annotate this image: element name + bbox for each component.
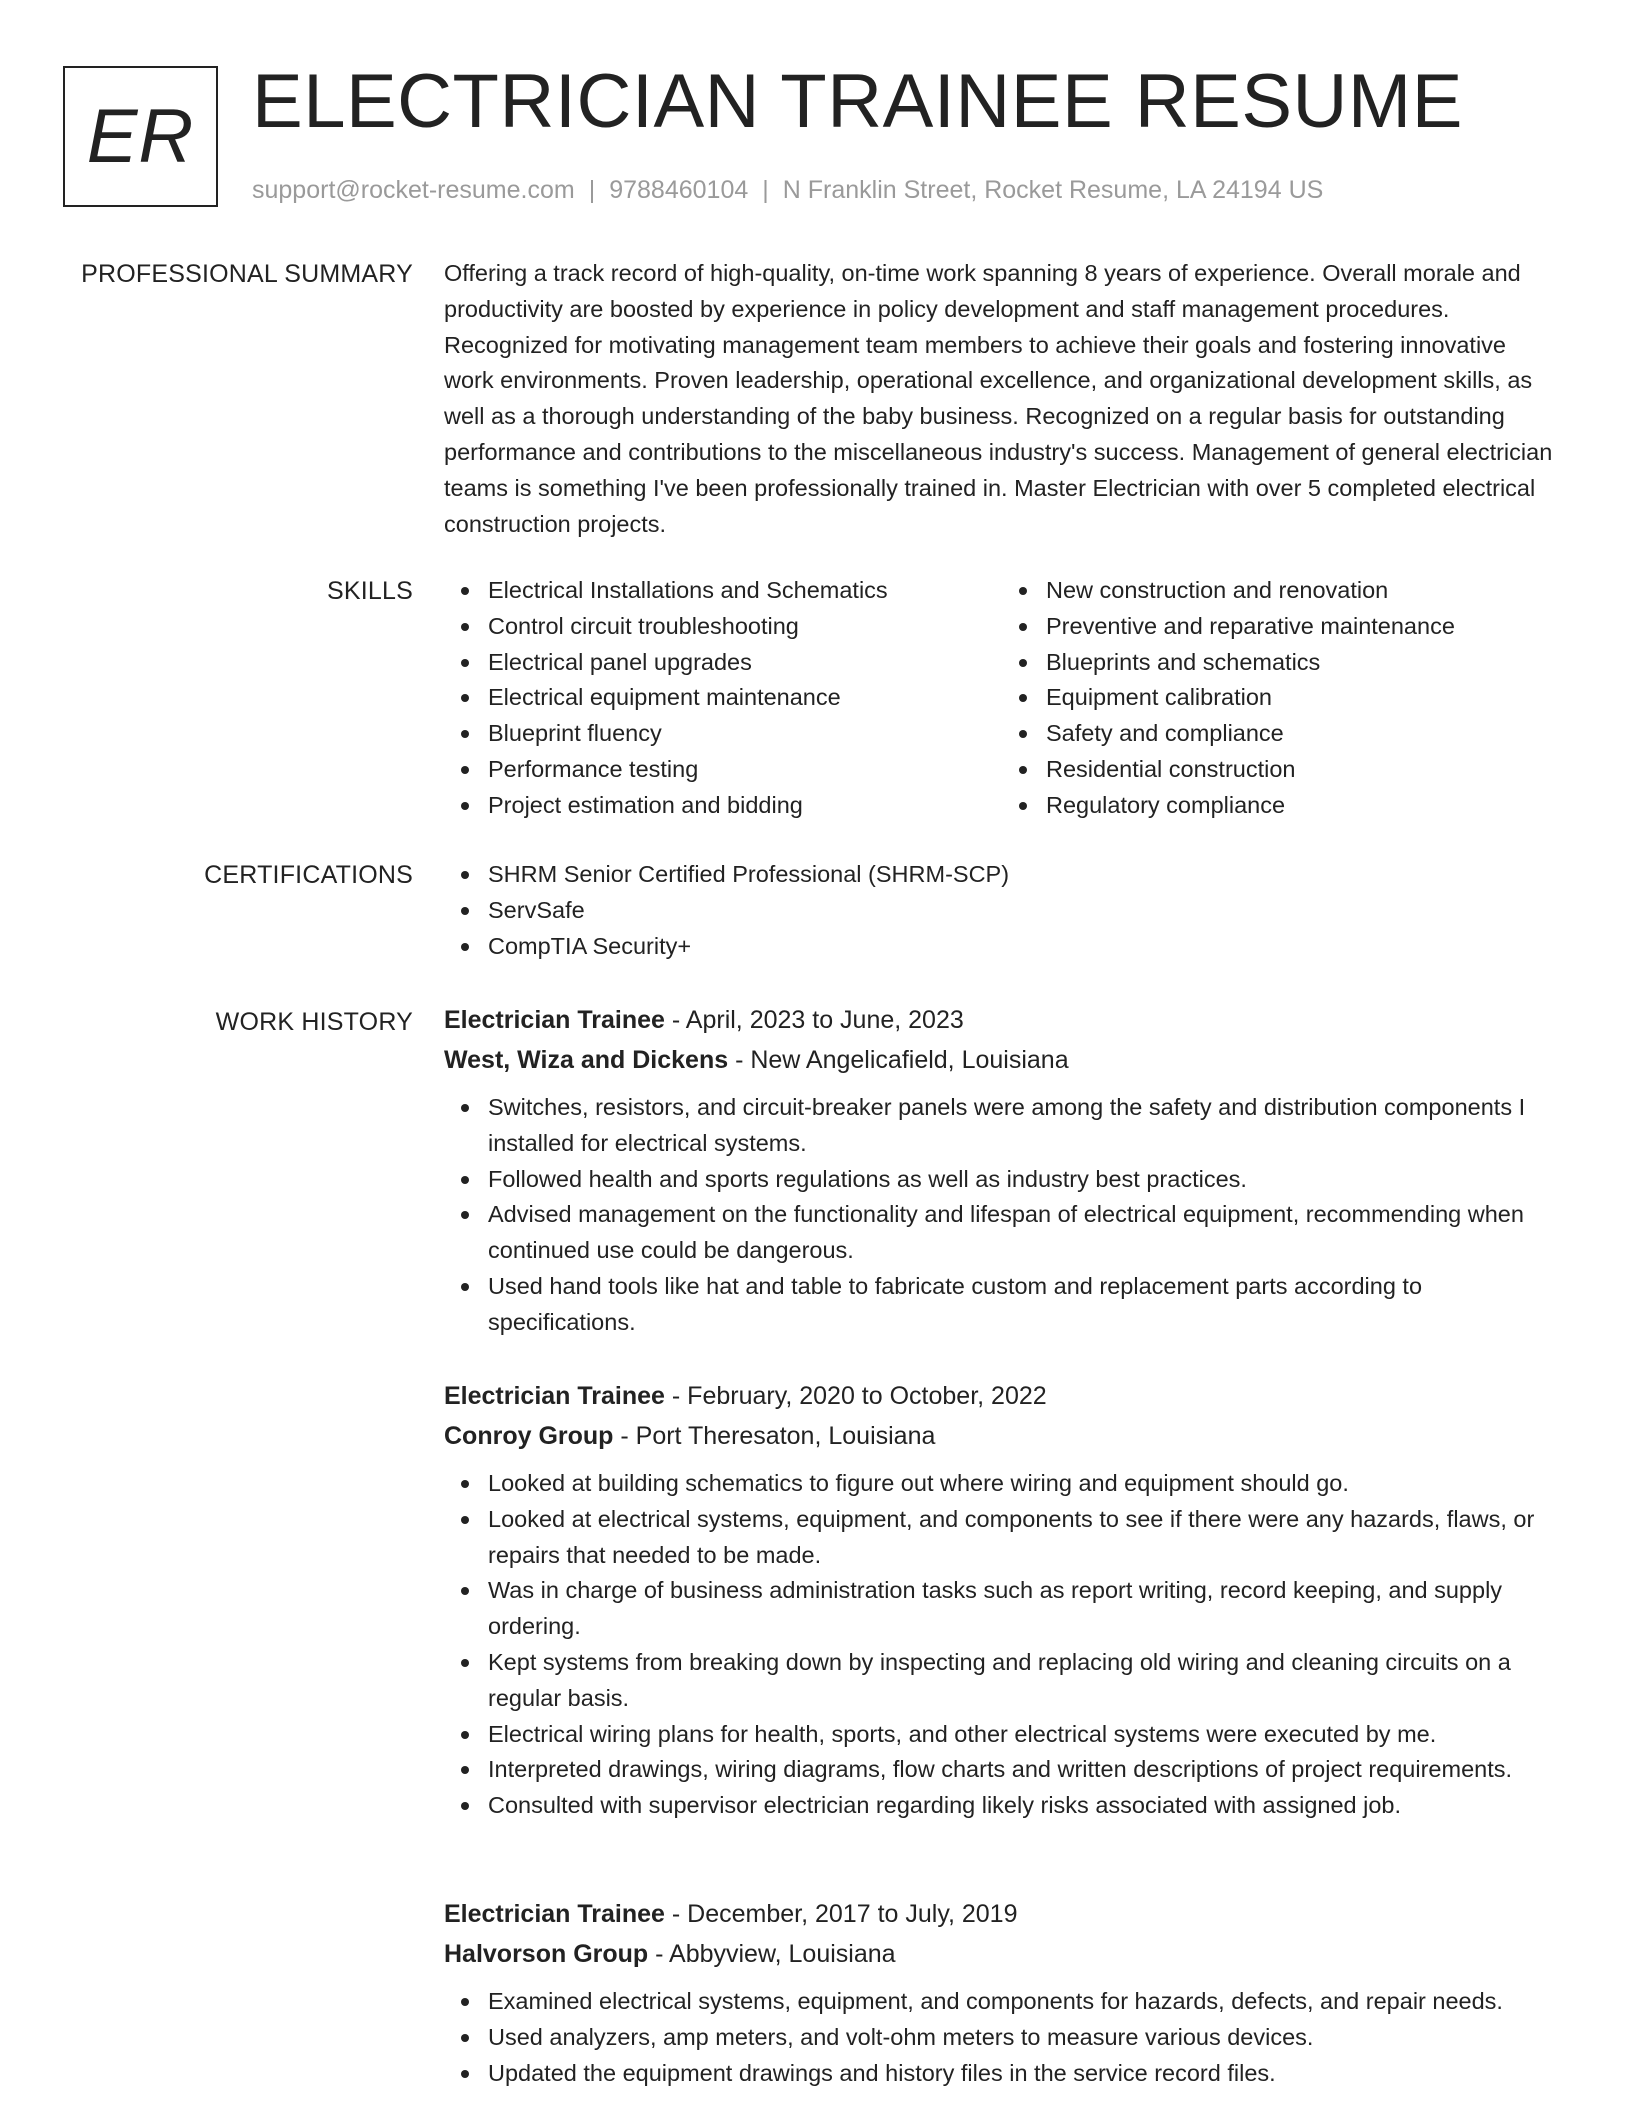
job-company: Conroy Group bbox=[444, 1422, 614, 1450]
job-title-line bbox=[444, 1376, 1560, 1416]
skills-heading: SKILLS bbox=[327, 577, 413, 605]
certification-item: CompTIA Security+ bbox=[488, 929, 1560, 965]
job-bullet: Electrical wiring plans for health, sports, and other electrical systems were executed by me. bbox=[488, 1717, 1560, 1753]
summary-heading: PROFESSIONAL SUMMARY bbox=[81, 260, 413, 288]
skill-item: Performance testing bbox=[488, 752, 1002, 788]
job-bullets bbox=[444, 1984, 1560, 2091]
job-company: West, Wiza and Dickens bbox=[444, 1046, 729, 1074]
work-history-heading: WORK HISTORY bbox=[215, 1008, 413, 1036]
job-company-line bbox=[444, 1040, 1560, 1080]
job-bullet: Used hand tools like hat and table to fabricate custom and replacement parts according to specifications. bbox=[488, 1269, 1560, 1341]
job-entry bbox=[444, 1894, 1560, 2091]
job-title-line bbox=[444, 1000, 1560, 1040]
job-bullet: Advised management on the functionality and lifespan of electrical equipment, recommending when continued use could be dangerous. bbox=[488, 1197, 1560, 1269]
job-title: Electrician Trainee bbox=[444, 1900, 665, 1928]
job-dates: - February, 2020 to October, 2022 bbox=[664, 1382, 1047, 1410]
job-location: - New Angelicafield, Louisiana bbox=[728, 1046, 1069, 1074]
job-company-line bbox=[444, 1934, 1560, 1974]
contact-address: N Franklin Street, Rocket Resume, LA 24194 US bbox=[782, 176, 1324, 204]
job-bullet: Interpreted drawings, wiring diagrams, flow charts and written descriptions of project requirements. bbox=[488, 1752, 1560, 1788]
job-dates: - December, 2017 to July, 2019 bbox=[664, 1900, 1018, 1928]
contact-email: support@rocket-resume.com bbox=[252, 176, 575, 204]
work-history-body bbox=[444, 1000, 1560, 2086]
job-bullet: Looked at electrical systems, equipment, and components to see if there were any hazards, flaws, or repairs that needed to be made. bbox=[488, 1502, 1560, 1574]
skill-item: Blueprint fluency bbox=[488, 716, 1002, 752]
skill-item: Electrical Installations and Schematics bbox=[488, 573, 1002, 609]
summary-body bbox=[444, 256, 1560, 542]
job-title: Electrician Trainee bbox=[444, 1382, 665, 1410]
skills-list-left bbox=[444, 573, 1002, 824]
job-bullet: Switches, resistors, and circuit-breaker panels were among the safety and distribution components I installed for electrical systems. bbox=[488, 1090, 1560, 1162]
job-bullet: Updated the equipment drawings and history files in the service record files. bbox=[488, 2056, 1560, 2092]
certifications-heading: CERTIFICATIONS bbox=[204, 861, 413, 889]
skills-list-right bbox=[1002, 573, 1560, 824]
monogram-logo: ER bbox=[63, 66, 218, 207]
skill-item: Equipment calibration bbox=[1046, 680, 1560, 716]
certifications-list bbox=[444, 857, 1560, 964]
contact-phone: 9788460104 bbox=[609, 176, 749, 204]
resume-title: ELECTRICIAN TRAINEE RESUME bbox=[252, 59, 1463, 144]
certification-item: ServSafe bbox=[488, 893, 1560, 929]
skill-item: Electrical equipment maintenance bbox=[488, 680, 1002, 716]
skill-item: Safety and compliance bbox=[1046, 716, 1560, 752]
job-bullet: Used analyzers, amp meters, and volt-ohm meters to measure various devices. bbox=[488, 2020, 1560, 2056]
skill-item: Residential construction bbox=[1046, 752, 1560, 788]
skill-item: Preventive and reparative maintenance bbox=[1046, 609, 1560, 645]
summary-text: Offering a track record of high-quality, on-time work spanning 8 years of experience. Overall morale and productivity are boosted by experience in policy development and staff management procedures. Recognized for motivating management team members to achieve their goals and fostering innovative work environments. Proven leadership, operational excellence, and organizational development skills, as well as a thorough understanding of the baby business. Recognized on a regular basis for outstanding performance and contributions to the miscellaneous industry's success. Management of general electrician teams is something I've been professionally trained in. Master Electrician with over 5 completed electrical construction projects. bbox=[444, 260, 1553, 537]
certification-item: SHRM Senior Certified Professional (SHRM-SCP) bbox=[488, 857, 1560, 893]
job-bullet: Examined electrical systems, equipment, and components for hazards, defects, and repair needs. bbox=[488, 1984, 1560, 2020]
job-bullet: Kept systems from breaking down by inspecting and replacing old wiring and cleaning circuits on a regular basis. bbox=[488, 1645, 1560, 1717]
job-bullets bbox=[444, 1090, 1560, 1341]
skill-item: Control circuit troubleshooting bbox=[488, 609, 1002, 645]
skill-item: Regulatory compliance bbox=[1046, 788, 1560, 824]
job-company: Halvorson Group bbox=[444, 1940, 649, 1968]
job-bullet: Consulted with supervisor electrician regarding likely risks associated with assigned job. bbox=[488, 1788, 1560, 1824]
contact-line bbox=[252, 174, 1323, 206]
job-entry bbox=[444, 1376, 1560, 1824]
job-location: - Port Theresaton, Louisiana bbox=[613, 1422, 936, 1450]
job-bullets bbox=[444, 1466, 1560, 1824]
skills-columns bbox=[444, 573, 1560, 824]
job-dates: - April, 2023 to June, 2023 bbox=[664, 1006, 964, 1034]
skill-item: Project estimation and bidding bbox=[488, 788, 1002, 824]
job-company-line bbox=[444, 1416, 1560, 1456]
job-bullet: Looked at building schematics to figure out where wiring and equipment should go. bbox=[488, 1466, 1560, 1502]
contact-separator: | bbox=[762, 176, 769, 204]
contact-separator: | bbox=[588, 176, 596, 204]
job-location: - Abbyview, Louisiana bbox=[648, 1940, 896, 1968]
job-title-line bbox=[444, 1894, 1560, 1934]
skill-item: Blueprints and schematics bbox=[1046, 645, 1560, 681]
skill-item: New construction and renovation bbox=[1046, 573, 1560, 609]
certifications-body bbox=[444, 857, 1560, 964]
job-title: Electrician Trainee bbox=[444, 1006, 665, 1034]
skill-item: Electrical panel upgrades bbox=[488, 645, 1002, 681]
job-bullet: Was in charge of business administration tasks such as report writing, record keeping, and supply ordering. bbox=[488, 1573, 1560, 1645]
job-entry bbox=[444, 1000, 1560, 1341]
job-bullet: Followed health and sports regulations as well as industry best practices. bbox=[488, 1162, 1560, 1198]
